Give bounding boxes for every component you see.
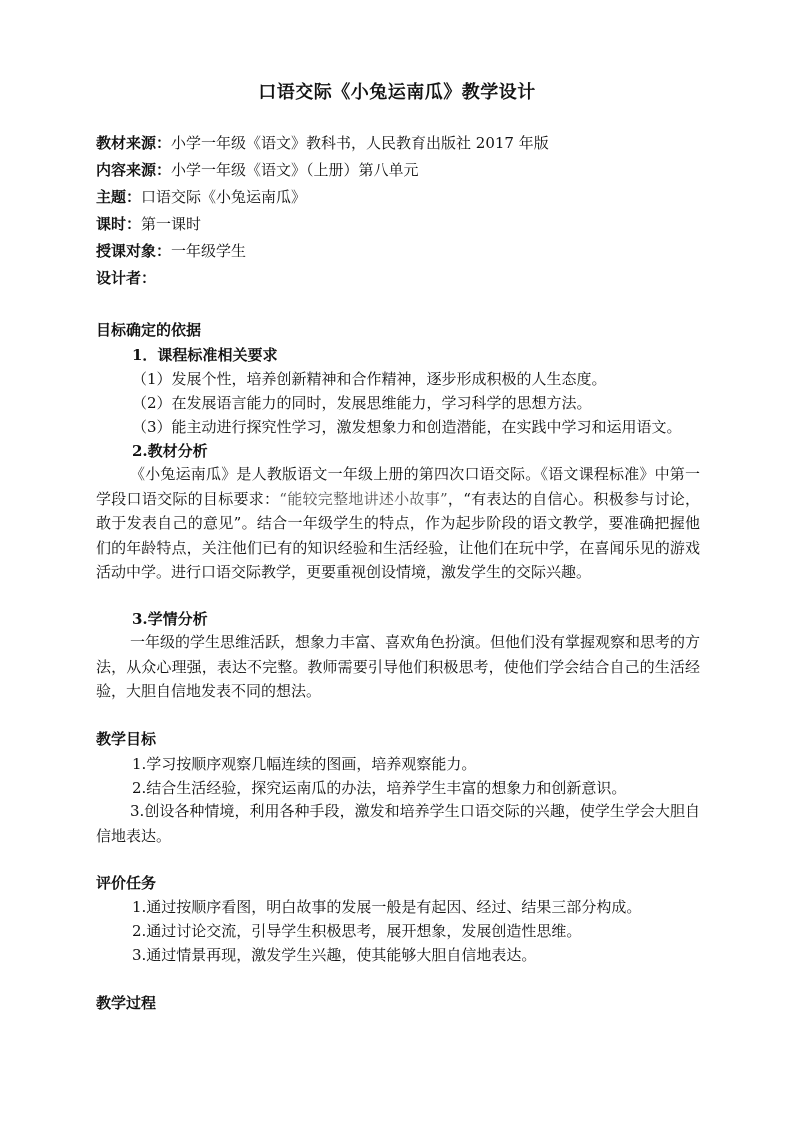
subheading-student-analysis: 3.学情分析 xyxy=(132,610,208,628)
subheading-textbook-analysis: 2.教材分析 xyxy=(132,442,208,460)
section-heading-tasks: 评价任务 xyxy=(96,874,157,892)
section-heading-basis: 目标确定的依据 xyxy=(96,321,202,339)
requirement-item: （2）在发展语言能力的同时，发展思维能力，学习科学的思想方法。 xyxy=(132,394,592,412)
meta-audience-line xyxy=(96,241,246,261)
meta-value: 口语交际《小兔运南瓜》 xyxy=(141,188,307,206)
meta-value: 第一课时 xyxy=(141,215,202,233)
goal-item: 1.学习按顺序观察几幅连续的图画，培养观察能力。 xyxy=(132,755,477,773)
meta-label: 课时： xyxy=(96,215,142,233)
task-item: 2.通过讨论交流，引导学生积极思考，展开想象，发展创造性思维。 xyxy=(132,922,582,940)
meta-designer-line xyxy=(96,268,156,288)
task-item: 1.通过按顺序看图，明白故事的发展一般是有起因、经过、结果三部分构成。 xyxy=(132,898,642,916)
requirement-item: （1）发展个性，培养创新精神和合作精神，逐步形成积极的人生态度。 xyxy=(132,370,607,388)
meta-content-line xyxy=(96,160,419,180)
document-title: 口语交际《小兔运南瓜》教学设计 xyxy=(258,82,536,103)
analysis-text: ，“有表达的自信心。积极参与讨论，敢于发表自己的意见”。结合一年级学生的特点，作为起步阶段的语文教学，要准确把握他们的年龄特点，关注他们已有的知识经验和生活经验，让他们在玩中学，在喜闻乐见的游戏活动中学。进行口语交际教学，更要重视创设情境，激发学生的交际兴趣。 xyxy=(96,489,700,581)
section-heading-goals: 教学目标 xyxy=(96,730,157,748)
student-analysis-paragraph: 一年级的学生思维活跃，想象力丰富、喜欢角色扮演。但他们没有掌握观察和思考的方法，从众心理强，表达不完整。教师需要引导他们积极思考，使他们学会结合自己的生活经验，大胆自信地发表不同的想法。 xyxy=(96,633,701,700)
meta-label: 设计者： xyxy=(96,269,157,287)
requirement-item: （3）能主动进行探究性学习，激发想象力和创造潜能，在实践中学习和运用语文。 xyxy=(132,418,682,436)
meta-label: 教材来源： xyxy=(96,134,172,152)
goal-item: 2.结合生活经验，探究运南瓜的办法，培养学生丰富的想象力和创新意识。 xyxy=(132,779,627,797)
task-item: 3.通过情景再现，激发学生兴趣，使其能够大胆自信地表达。 xyxy=(132,946,537,964)
meta-value: 一年级学生 xyxy=(171,242,247,260)
textbook-analysis-paragraph xyxy=(96,462,700,585)
meta-value: 小学一年级《语文》（上册）第八单元 xyxy=(171,161,419,179)
meta-topic-line xyxy=(96,187,306,207)
meta-period-line xyxy=(96,214,201,234)
meta-source-line xyxy=(96,133,549,153)
subheading-standards: 1．课程标准相关要求 xyxy=(132,346,278,364)
meta-label: 授课对象： xyxy=(96,242,172,260)
goal-item: 3.创设各种情境，利用各种手段，激发和培养学生口语交际的兴趣，使学生学会大胆自信地表达。 xyxy=(96,802,700,845)
meta-value: 小学一年级《语文》教科书，人民教育出版社 2017 年版 xyxy=(171,134,549,152)
analysis-quote: “能较完整地讲述小故事” xyxy=(279,489,448,508)
meta-label: 内容来源： xyxy=(96,161,172,179)
section-heading-process: 教学过程 xyxy=(96,994,157,1012)
meta-label: 主题： xyxy=(96,188,142,206)
analysis-text: 《小兔运南瓜》是人教版语文一年级上册的第四次口语交际。《语文课程标准》中第一学段口语交际的目标要求： xyxy=(96,465,700,508)
